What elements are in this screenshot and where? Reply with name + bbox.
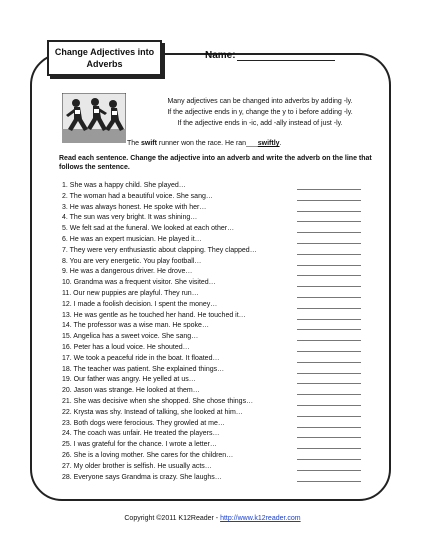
example-after: . (279, 140, 282, 147)
example-adjective: swift (141, 140, 157, 147)
answer-line[interactable] (297, 383, 361, 384)
answer-line[interactable] (297, 416, 361, 417)
answer-line[interactable] (297, 211, 361, 212)
footer (0, 515, 425, 522)
k12reader-link[interactable]: http://www.k12reader.com (220, 515, 301, 522)
answer-line[interactable] (297, 351, 361, 352)
exercise-item: 11. Our new puppies are playful. They run… (62, 289, 392, 300)
exercise-item: 13. He was gentle as he touched her hand. He touched it… (62, 311, 392, 322)
answer-line[interactable] (297, 254, 361, 255)
example-blank: ___ (246, 140, 258, 147)
exercise-item: 2. The woman had a beautiful voice. She sang… (62, 192, 392, 203)
exercise-item: 1. She was a happy child. She played… (62, 181, 392, 192)
exercise-item: 22. Krysta was shy. Instead of talking, she looked at him… (62, 408, 392, 419)
instructions: Read each sentence. Change the adjective into an adverb and write the adverb on the line that follows the sentence. (59, 155, 372, 171)
answer-line[interactable] (297, 297, 361, 298)
exercise-item: 28. Everyone says Grandma is crazy. She laughs… (62, 473, 392, 484)
exercise-item: 17. We took a peaceful ride in the boat. It floated… (62, 354, 392, 365)
answer-line[interactable] (297, 340, 361, 341)
answer-line[interactable] (297, 448, 361, 449)
exercise-item: 19. Our father was angry. He yelled at us… (62, 375, 392, 386)
answer-line[interactable] (297, 221, 361, 222)
exercise-item: 6. He was an expert musician. He played it… (62, 235, 392, 246)
exercise-item: 15. Angelica has a sweet voice. She sang… (62, 332, 392, 343)
exercise-item: 8. You are very energetic. You play football… (62, 257, 392, 268)
answer-line[interactable] (297, 319, 361, 320)
answer-line[interactable] (297, 286, 361, 287)
exercise-item: 4. The sun was very bright. It was shining… (62, 213, 392, 224)
intro-line-2: If the adjective ends in y, change the y to i before adding -ly. (167, 109, 353, 116)
worksheet-title-text: Change Adjectives into Adverbs (54, 47, 155, 69)
exercise-list (62, 181, 392, 483)
answer-line[interactable] (297, 481, 361, 482)
answer-line[interactable] (297, 394, 361, 395)
exercise-item: 18. The teacher was patient. She explained things… (62, 365, 392, 376)
example-sentence (127, 139, 282, 149)
exercise-item: 14. The professor was a wise man. He spoke… (62, 321, 392, 332)
answer-line[interactable] (297, 373, 361, 374)
answer-line[interactable] (297, 189, 361, 190)
example-before: The (127, 140, 142, 147)
answer-line[interactable] (297, 437, 361, 438)
exercise-item: 7. They were very enthusiastic about clapping. They clapped… (62, 246, 392, 257)
answer-line[interactable] (297, 329, 361, 330)
answer-line[interactable] (297, 232, 361, 233)
answer-line[interactable] (297, 459, 361, 460)
runners-illustration-icon (62, 93, 126, 143)
example-answer: swiftly (257, 140, 280, 147)
intro-line-3: If the adjective ends in -ic, add -ally instead of just -ly. (177, 120, 343, 127)
exercise-item: 16. Peter has a loud voice. He shouted… (62, 343, 392, 354)
example-middle: runner won the race. He ran (156, 140, 247, 147)
exercise-item: 5. We felt sad at the funeral. We looked at each other… (62, 224, 392, 235)
exercise-item: 26. She is a loving mother. She cares for the children… (62, 451, 392, 462)
answer-line[interactable] (297, 275, 361, 276)
answer-line[interactable] (297, 405, 361, 406)
answer-line[interactable] (297, 265, 361, 266)
name-line (237, 60, 335, 61)
exercise-item: 9. He was a dangerous driver. He drove… (62, 267, 392, 278)
intro-line-1: Many adjectives can be changed into adverbs by adding -ly. (167, 98, 353, 105)
answer-line[interactable] (297, 362, 361, 363)
exercise-item: 20. Jason was strange. He looked at them… (62, 386, 392, 397)
answer-line[interactable] (297, 243, 361, 244)
exercise-item: 3. He was always honest. He spoke with her… (62, 203, 392, 214)
intro-text (140, 96, 380, 129)
answer-line[interactable] (297, 427, 361, 428)
answer-line[interactable] (297, 308, 361, 309)
answer-line[interactable] (297, 470, 361, 471)
name-label: Name: (205, 50, 236, 61)
exercise-item: 27. My older brother is selfish. He usually acts… (62, 462, 392, 473)
exercise-item: 25. I was grateful for the chance. I wrote a letter… (62, 440, 392, 451)
answer-line[interactable] (297, 200, 361, 201)
exercise-item: 21. She was decisive when she shopped. She chose things… (62, 397, 392, 408)
exercise-item: 23. Both dogs were ferocious. They growled at me… (62, 419, 392, 430)
exercise-item: 24. The coach was unfair. He treated the players… (62, 429, 392, 440)
exercise-item: 12. I made a foolish decision. I spent the money… (62, 300, 392, 311)
copyright-text: Copyright ©2011 K12Reader - (124, 515, 221, 522)
worksheet-title (47, 40, 162, 76)
exercise-item: 10. Grandma was a frequent visitor. She visited… (62, 278, 392, 289)
